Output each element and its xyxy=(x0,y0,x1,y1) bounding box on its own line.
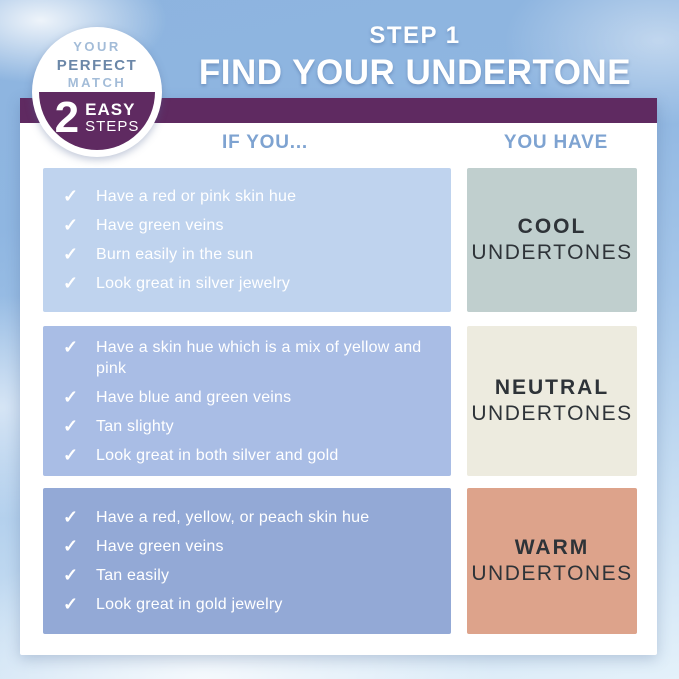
list-item xyxy=(63,565,451,586)
perfect-match-badge xyxy=(32,27,162,157)
tone-name: NEUTRAL xyxy=(494,375,610,399)
check-icon: ✓ xyxy=(63,273,79,293)
list-item xyxy=(63,387,451,408)
check-icon: ✓ xyxy=(63,507,79,527)
criteria-text: Tan slighty xyxy=(96,417,174,435)
badge-steps: STEPS xyxy=(85,118,140,136)
list-item xyxy=(63,273,451,294)
criteria-text: Have green veins xyxy=(96,538,224,555)
criteria-text: Look great in gold jewelry xyxy=(96,596,283,613)
warm-undertones-label xyxy=(467,488,637,634)
warm-criteria-list xyxy=(43,488,451,634)
criteria-text: Burn easily in the sun xyxy=(96,246,254,263)
tone-word: UNDERTONES xyxy=(471,562,633,585)
criteria-text: Tan easily xyxy=(96,567,170,584)
check-icon: ✓ xyxy=(63,594,79,614)
criteria-text: Have blue and green veins xyxy=(96,388,292,406)
check-icon: ✓ xyxy=(63,336,79,357)
list-item xyxy=(63,536,451,557)
badge-match: MATCH xyxy=(67,75,127,91)
list-item xyxy=(63,507,451,528)
cool-criteria-box xyxy=(43,168,451,312)
neutral-criteria-list xyxy=(43,326,451,476)
list-item xyxy=(63,244,451,265)
tone-word: UNDERTONES xyxy=(471,241,633,264)
badge-bottom-half xyxy=(39,92,155,150)
criteria-text: Have a red, yellow, or peach skin hue xyxy=(96,509,370,526)
list-item xyxy=(63,445,451,466)
column-header-you-have: YOU HAVE xyxy=(503,132,609,153)
warm-criteria-box xyxy=(43,488,451,634)
check-icon: ✓ xyxy=(63,215,79,235)
list-item xyxy=(63,594,451,615)
tone-name: COOL xyxy=(517,214,587,238)
criteria-text: Look great in both silver and gold xyxy=(96,446,339,464)
criteria-text: Have a red or pink skin hue xyxy=(96,188,297,205)
check-icon: ✓ xyxy=(63,444,79,465)
list-item xyxy=(63,416,451,437)
list-item xyxy=(63,186,451,207)
badge-steps-stack xyxy=(85,101,139,135)
neutral-criteria-box xyxy=(43,326,451,476)
badge-your: YOUR xyxy=(73,39,121,54)
cool-undertones-label xyxy=(467,168,637,312)
criteria-text: Look great in silver jewelry xyxy=(96,275,291,292)
criteria-text: Have a skin hue which is a mix of yellow and pink xyxy=(96,338,422,377)
check-icon: ✓ xyxy=(63,186,79,206)
check-icon: ✓ xyxy=(63,415,79,436)
cool-criteria-list xyxy=(43,168,451,312)
step-label: STEP 1 xyxy=(369,22,461,49)
badge-top-text xyxy=(32,39,162,92)
neutral-undertones-label xyxy=(467,326,637,476)
badge-number: 2 xyxy=(54,93,80,142)
check-icon: ✓ xyxy=(63,565,79,585)
page-title: FIND YOUR UNDERTONE xyxy=(198,53,632,92)
content-card xyxy=(20,93,657,655)
tone-name: WARM xyxy=(514,535,590,559)
check-icon: ✓ xyxy=(63,536,79,556)
check-icon: ✓ xyxy=(63,244,79,264)
badge-perfect: PERFECT xyxy=(56,56,138,74)
list-item xyxy=(63,215,451,236)
badge-easy: EASY xyxy=(85,100,136,120)
header xyxy=(175,22,655,93)
column-header-if-you: IF YOU... xyxy=(221,132,309,153)
list-item xyxy=(63,337,451,379)
tone-word: UNDERTONES xyxy=(471,402,633,425)
check-icon: ✓ xyxy=(63,386,79,407)
criteria-text: Have green veins xyxy=(96,217,224,234)
